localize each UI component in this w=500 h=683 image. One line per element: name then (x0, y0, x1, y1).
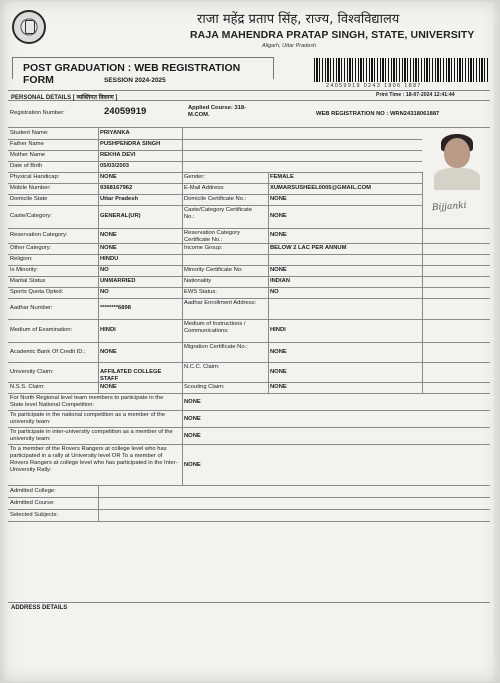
row-divider (8, 485, 490, 486)
question-answer: NONE (184, 398, 201, 405)
field-value: NONE (270, 232, 287, 238)
column-divider (98, 485, 99, 521)
field-value: XUMARSUSHEEL0005@GMAIL.COM (270, 185, 371, 191)
field-value: HINDU (100, 256, 119, 262)
field-label: Domicile State (10, 196, 48, 202)
barcode (314, 58, 490, 82)
university-location: Aligarh, Uttar Pradesh (262, 43, 317, 49)
field-label: University Claim: (10, 368, 54, 375)
field-value: NO (100, 289, 109, 295)
field-label: Mother Name (10, 152, 46, 158)
field-label: Income Group: (184, 245, 223, 251)
field-value: AFFILATED COLLEGE STAFF (100, 368, 162, 382)
field-value: NO (100, 267, 109, 273)
barcode-number: 24059919 0243 1806 1887 (326, 83, 422, 89)
web-registration-number: WEB REGISTRATION NO : WRN24318061887 (316, 111, 440, 117)
field-label: Father Name (10, 141, 44, 147)
field-label: Physical Handicap: (10, 174, 60, 180)
field-value (98, 487, 398, 489)
question-label: For North Regional level team members to participate in the State level National Competition: (10, 395, 164, 408)
field-value: NONE (270, 348, 287, 355)
field-label: Reservation Category: (10, 232, 68, 238)
print-time: Print Time : 18-07-2024 12:41:44 (376, 92, 455, 98)
row-divider (8, 521, 490, 522)
field-label: Migration Certificate No.: (184, 344, 248, 350)
field-value: ********6898 (100, 305, 131, 311)
field-label: Aadhar Enrollment Address: (184, 300, 257, 306)
field-value: NONE (100, 384, 117, 390)
field-value: 9368167962 (100, 185, 133, 191)
question-label: To participate in the national competition as a member of the university team: (10, 412, 165, 425)
field-value: NONE (270, 384, 287, 390)
column-divider (98, 128, 99, 393)
field-label: Caste/Category Certificate No.: (184, 207, 252, 220)
university-seal-icon (12, 10, 46, 44)
university-name-hindi: राजा महेंद्र प्रताप सिंह, राज्य, विश्वविद्यालय (197, 12, 400, 27)
field-label: Minority Certificate No: (184, 267, 243, 273)
field-value: INDIAN (270, 278, 290, 284)
field-label: Admitted Course: (10, 500, 55, 506)
field-label: N.C.C. Claim: (184, 364, 220, 370)
field-label: E-Mail Address: (184, 185, 225, 191)
university-name-english: RAJA MAHENDRA PRATAP SINGH, STATE, UNIVERSITY (190, 29, 475, 41)
row-divider (8, 497, 490, 498)
field-value: NONE (100, 245, 117, 251)
column-divider (422, 172, 423, 393)
field-value: NO (270, 289, 279, 295)
field-value (98, 511, 398, 513)
applied-course: Applied Course: 318-M.COM. (188, 105, 246, 118)
row-divider (182, 172, 422, 173)
question-label: To participate in inter-university competition as a member of the university team: (10, 429, 173, 442)
question-answer: NONE (184, 461, 201, 468)
field-value: Uttar Pradesh (100, 196, 139, 202)
registration-number-value: 24059919 (104, 107, 147, 116)
column-divider (182, 128, 183, 485)
registration-form-page (4, 2, 494, 681)
field-label: Marital Status (10, 278, 46, 284)
student-photo (424, 130, 490, 190)
field-label: Reservation Category Certificate No.: (184, 230, 241, 243)
field-value: BELOW 2 LAC PER ANNUM (270, 245, 347, 251)
field-value: NONE (100, 232, 117, 238)
field-label: Date of Birth (10, 163, 43, 169)
field-label: Other Category: (10, 245, 52, 251)
row-divider (8, 509, 490, 510)
field-label: Admitted College: (10, 488, 56, 494)
registration-row (8, 102, 490, 128)
question-answer: NONE (184, 415, 201, 422)
field-label: Academic Bank Of Credit ID.: (10, 348, 86, 355)
field-label: Medium of Instructions / Communications: (184, 321, 246, 334)
field-value: NONE (270, 368, 287, 375)
column-divider (268, 172, 269, 393)
section-address-details: ADDRESS DETAILS (8, 602, 490, 613)
question-label: To a member of the Rovers Rangers at college level who has participated in a rally at University level OR To a member of Rovers Rangers at college level who has participated in the Inter-University Rally: (10, 446, 178, 473)
field-label: Is Minority: (10, 267, 39, 273)
field-label: Caste/Category: (10, 213, 52, 219)
field-value: 05/03/2003 (100, 163, 130, 169)
registration-number-label: Registration Number: (10, 110, 65, 116)
field-value: NONE (270, 196, 287, 202)
field-label: N.S.S. Claim: (10, 384, 45, 390)
session-label: SESSION 2024-2025 (104, 77, 166, 84)
field-value: PRIYANKA (100, 130, 130, 136)
field-value: NONE (100, 348, 117, 355)
field-value: PUSHPENDRA SINGH (100, 141, 161, 147)
field-label: Religion: (10, 256, 33, 262)
field-value: NONE (100, 174, 117, 180)
field-value: HINDI (270, 327, 286, 333)
form-header (4, 2, 494, 54)
field-label: Gender: (184, 174, 205, 180)
field-value: FEMALE (270, 174, 294, 180)
field-value (268, 304, 424, 306)
field-label: Selected Subjects: (10, 512, 59, 518)
field-label: Aadhar Number: (10, 305, 53, 311)
field-label: Scouting Claim: (184, 384, 225, 390)
field-label: Domicile Certificate No.: (184, 196, 247, 202)
field-label: Student Name: (10, 130, 49, 136)
field-label: EWS Status: (184, 289, 217, 295)
field-value: HINDI (100, 327, 116, 333)
field-label: Nationality (184, 278, 212, 284)
field-value: REKHA DEVI (100, 152, 136, 158)
field-label: Sports Quota Opted: (10, 289, 64, 295)
field-value: NONE (270, 213, 287, 219)
form-title: POST GRADUATION : WEB REGISTRATION FORM (12, 57, 274, 79)
student-signature: Bijjanki (431, 200, 467, 214)
question-answer: NONE (184, 432, 201, 439)
field-value: NONE (270, 267, 287, 273)
field-value: UNMARRIED (100, 278, 136, 284)
field-label: Mobile Number: (10, 185, 51, 191)
field-label: Medium of Examination: (10, 327, 73, 333)
field-value (98, 499, 398, 501)
section-personal-details: PERSONAL DETAILS [ व्यक्तिगत विवरण ] (8, 90, 490, 101)
field-value: GENERAL(UR) (100, 213, 141, 219)
